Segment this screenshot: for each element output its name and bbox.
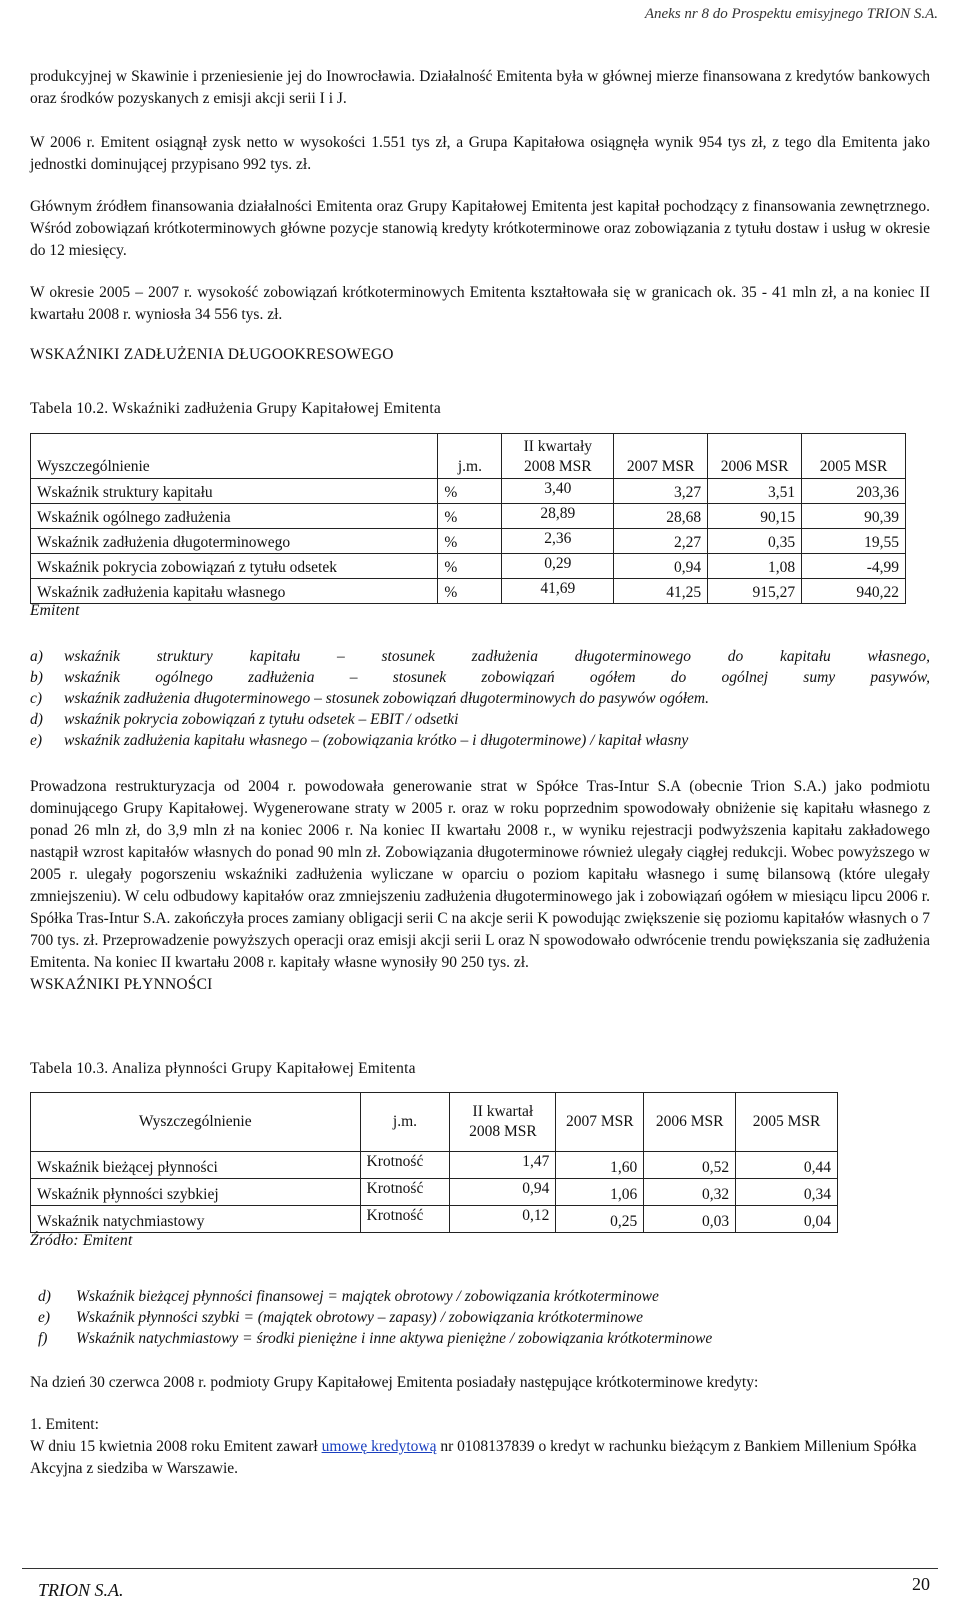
value-cell: 915,27	[708, 579, 802, 604]
value-cell: 3,51	[708, 479, 802, 504]
note-marker: e)	[38, 1309, 51, 1326]
value-cell: 19,55	[802, 529, 906, 554]
note-text: Wskaźnik natychmiastowy = środki pieniężne i inne aktywa pieniężne / zobowiązania krótkoterminowe	[76, 1330, 713, 1347]
paragraph-credit-agreement: W dniu 15 kwietnia 2008 roku Emitent zawarł umowę kredytową nr 0108137839 o kredyt w rachunku bieżącym z Bankiem Millenium Spółka Akcyjna z siedziba w Warszawie.	[30, 1438, 917, 1477]
table-header-row	[31, 1093, 838, 1152]
note-text: wskaźnik zadłużenia kapitału własnego – (zobowiązania krótko – i długoterminowe) / kapitał własny	[64, 732, 689, 749]
unit-cell: Krotność	[360, 1179, 450, 1206]
row-label: Wskaźnik pokrycia zobowiązań z tytułu odsetek	[31, 554, 438, 579]
value-cell: 28,89	[502, 504, 614, 529]
table-row	[31, 1206, 838, 1233]
section-heading-liquidity: WSKAŹNIKI PŁYNNOŚCI	[30, 976, 213, 993]
liquidity-notes	[38, 1286, 712, 1349]
value-cell: 0,44	[736, 1152, 838, 1179]
note-item	[38, 1307, 712, 1328]
note-marker: d)	[30, 711, 43, 728]
debt-ratios-table	[30, 433, 906, 604]
row-label: Wskaźnik struktury kapitału	[31, 479, 438, 504]
value-cell: 90,39	[802, 504, 906, 529]
note-item	[30, 709, 930, 730]
value-cell: 2,27	[614, 529, 708, 554]
table-header-row	[31, 434, 906, 479]
page-number: 20	[912, 1574, 930, 1594]
row-label: Wskaźnik płynności szybkiej	[31, 1179, 361, 1206]
column-header: 2005 MSR	[802, 434, 906, 479]
note-marker: a)	[30, 648, 43, 665]
unit-cell: Krotność	[360, 1206, 450, 1233]
value-cell: 1,08	[708, 554, 802, 579]
value-cell: 203,36	[802, 479, 906, 504]
value-cell: -4,99	[802, 554, 906, 579]
note-marker: d)	[38, 1288, 51, 1305]
note-text: wskaźnik pokrycia zobowiązań z tytułu odsetek – EBIT / odsetki	[64, 711, 459, 728]
column-header: Wyszczególnienie	[31, 434, 438, 479]
unit-cell: %	[438, 579, 502, 604]
value-cell: 0,94	[614, 554, 708, 579]
column-header: 2005 MSR	[736, 1093, 838, 1152]
paragraph-liabilities: W okresie 2005 – 2007 r. wysokość zobowiązań krótkoterminowych Emitenta kształtowała się w granicach ok. 35 - 41 mln zł, a na koniec II kwartału 2008 r. wyniosła 34 556 tys. zł.	[30, 284, 930, 323]
value-cell: 0,25	[556, 1206, 644, 1233]
note-item	[38, 1286, 712, 1307]
value-cell: 1,60	[556, 1152, 644, 1179]
value-cell: 41,25	[614, 579, 708, 604]
paragraph-sources: Głównym źródłem finansowania działalności Emitenta oraz Grupy Kapitałowej Emitenta jest kapitał pochodzący z finansowania zewnętrznego. Wśród zobowiązań krótkoterminowych główne pozycje stanowią kredyty krótkoterminowe oraz zobowiązania z tytułu dostaw i usług w okresie do 12 miesięcy.	[30, 198, 930, 259]
value-cell: 1,47	[450, 1152, 556, 1179]
unit-cell: %	[438, 504, 502, 529]
column-header: 2007 MSR	[614, 434, 708, 479]
paragraph-restructuring: Prowadzona restrukturyzacja od 2004 r. powodowała generowanie strat w Spółce Tras-Intur S.A (obecnie Trion S.A.) jako podmiotu dominującego Grupy Kapitałowej. Wygenerowane straty w 2005 r. oraz w roku poprzednim spowodowały obniżenie się kapitału własnego z ponad 26 mln zł, do 3,9 mln zł na koniec 2006 r. Na koniec II kwartału 2008 r., w wyniku rejestracji podwyższenia kapitału zakładowego nastąpił wzrost kapitałów własnych do ponad 90 mln zł. Zobowiązania długoterminowe również ulegały ciągłej redukcji. Wobec powyższego w 2005 r. ulegały pogorszeniu wskaźniki zadłużenia wyliczane w oparciu o poziom kapitału własnego i sumę bilansową (które ulegały zmniejszeniu). W celu odbudowy kapitałów oraz zmniejszeniu zadłużenia długoterminowego jak i zobowiązań ogółem w miesiącu lipcu 2006 r. Spółka Tras-Intur S.A. zakończyła proces zamiany obligacji serii C na akcje serii K powodując zwiększenie się poziomu kapitałów własnych o 7 700 tys. zł. Przeprowadzenie powyższych operacji oraz emisji akcji serii L oraz N spowodowało odwrócenie trendu powiększania się zadłużenia Emitenta. Na koniec II kwartału 2008 r. kapitały własne wynosiły 90 250 tys. zł.	[30, 778, 930, 971]
note-text: wskaźnik ogólnego zadłużenia – stosunek zobowiązań ogółem do ogólnej sumy pasywów,	[64, 669, 930, 686]
footer-divider	[22, 1568, 938, 1569]
column-header: j.m.	[360, 1093, 450, 1152]
column-header: 2007 MSR	[556, 1093, 644, 1152]
liquidity-table-source: Źródło: Emitent	[30, 1232, 133, 1249]
row-label: Wskaźnik zadłużenia kapitału własnego	[31, 579, 438, 604]
unit-cell: %	[438, 529, 502, 554]
value-cell: 28,68	[614, 504, 708, 529]
footer-company: TRION S.A.	[38, 1580, 124, 1600]
note-marker: c)	[30, 690, 43, 707]
value-cell: 0,35	[708, 529, 802, 554]
liquidity-table	[30, 1092, 838, 1233]
note-text: Wskaźnik płynności szybki = (majątek obrotowy – zapasy) / zobowiązania krótkoterminowe	[76, 1309, 643, 1326]
column-header: 2006 MSR	[708, 434, 802, 479]
value-cell: 90,15	[708, 504, 802, 529]
table-row	[31, 1152, 838, 1179]
value-cell: 0,52	[644, 1152, 736, 1179]
table-caption-liquidity: Tabela 10.3. Analiza płynności Grupy Kapitałowej Emitenta	[30, 1060, 416, 1077]
note-item	[30, 730, 930, 751]
value-cell: 0,34	[736, 1179, 838, 1206]
credit-agreement-link[interactable]: umowę kredytową	[321, 1438, 437, 1455]
note-text: Wskaźnik bieżącej płynności finansowej = majątek obrotowy / zobowiązania krótkoterminowe	[76, 1288, 659, 1305]
note-marker: b)	[30, 669, 43, 686]
value-cell: 2,36	[502, 529, 614, 554]
value-cell: 940,22	[802, 579, 906, 604]
section-heading-debt: WSKAŹNIKI ZADŁUŻENIA DŁUGOOKRESOWEGO	[30, 346, 394, 363]
table-row	[31, 579, 906, 604]
value-cell: 0,29	[502, 554, 614, 579]
column-header: II kwartały 2008 MSR	[502, 434, 614, 479]
column-header: II kwartał 2008 MSR	[450, 1093, 556, 1152]
table-row	[31, 529, 906, 554]
value-cell: 3,40	[502, 479, 614, 504]
value-cell: 0,32	[644, 1179, 736, 1206]
column-header: Wyszczególnienie	[31, 1093, 361, 1152]
value-cell: 0,03	[644, 1206, 736, 1233]
column-header: j.m.	[438, 434, 502, 479]
note-text: wskaźnik struktury kapitału – stosunek zadłużenia długoterminowego do kapitału własnego,	[64, 648, 930, 665]
note-item	[30, 688, 930, 709]
note-marker: f)	[38, 1330, 48, 1347]
note-text: wskaźnik zadłużenia długoterminowego – stosunek zobowiązań długoterminowych do pasywów ogółem.	[64, 690, 709, 707]
paragraph-emitent-title: 1. Emitent:	[30, 1416, 99, 1433]
page-header: Aneks nr 8 do Prospektu emisyjnego TRION S.A.	[644, 6, 938, 22]
row-label: Wskaźnik zadłużenia długoterminowego	[31, 529, 438, 554]
value-cell: 0,12	[450, 1206, 556, 1233]
row-label: Wskaźnik natychmiastowy	[31, 1206, 361, 1233]
unit-cell: Krotność	[360, 1152, 450, 1179]
table-row	[31, 479, 906, 504]
unit-cell: %	[438, 554, 502, 579]
debt-table-source: Emitent	[30, 602, 80, 619]
table-row	[31, 504, 906, 529]
note-item	[30, 667, 930, 688]
unit-cell: %	[438, 479, 502, 504]
debt-notes	[30, 646, 930, 751]
column-header: 2006 MSR	[644, 1093, 736, 1152]
note-item	[38, 1328, 712, 1349]
paragraph-net-profit: W 2006 r. Emitent osiągnął zysk netto w wysokości 1.551 tys zł, a Grupa Kapitałowa osiągnęła wynik 954 tys zł, z tego dla Emitenta jako jednostki dominującej przypisano 992 tys. zł.	[30, 134, 930, 173]
row-label: Wskaźnik bieżącej płynności	[31, 1152, 361, 1179]
paragraph-credits: Na dzień 30 czerwca 2008 r. podmioty Grupy Kapitałowej Emitenta posiadały następujące krótkoterminowe kredyty:	[30, 1374, 759, 1391]
value-cell: 3,27	[614, 479, 708, 504]
value-cell: 41,69	[502, 579, 614, 604]
note-marker: e)	[30, 732, 43, 749]
value-cell: 1,06	[556, 1179, 644, 1206]
table-caption-debt: Tabela 10.2. Wskaźniki zadłużenia Grupy Kapitałowej Emitenta	[30, 400, 441, 417]
note-item	[30, 646, 930, 667]
table-row	[31, 1179, 838, 1206]
paragraph-financing: produkcyjnej w Skawinie i przeniesienie jej do Inowrocławia. Działalność Emitenta była w głównej mierze finansowana z kredytów bankowych oraz środków pozyskanych z emisji akcji serii I i J.	[30, 68, 930, 107]
row-label: Wskaźnik ogólnego zadłużenia	[31, 504, 438, 529]
table-row	[31, 554, 906, 579]
value-cell: 0,04	[736, 1206, 838, 1233]
value-cell: 0,94	[450, 1179, 556, 1206]
